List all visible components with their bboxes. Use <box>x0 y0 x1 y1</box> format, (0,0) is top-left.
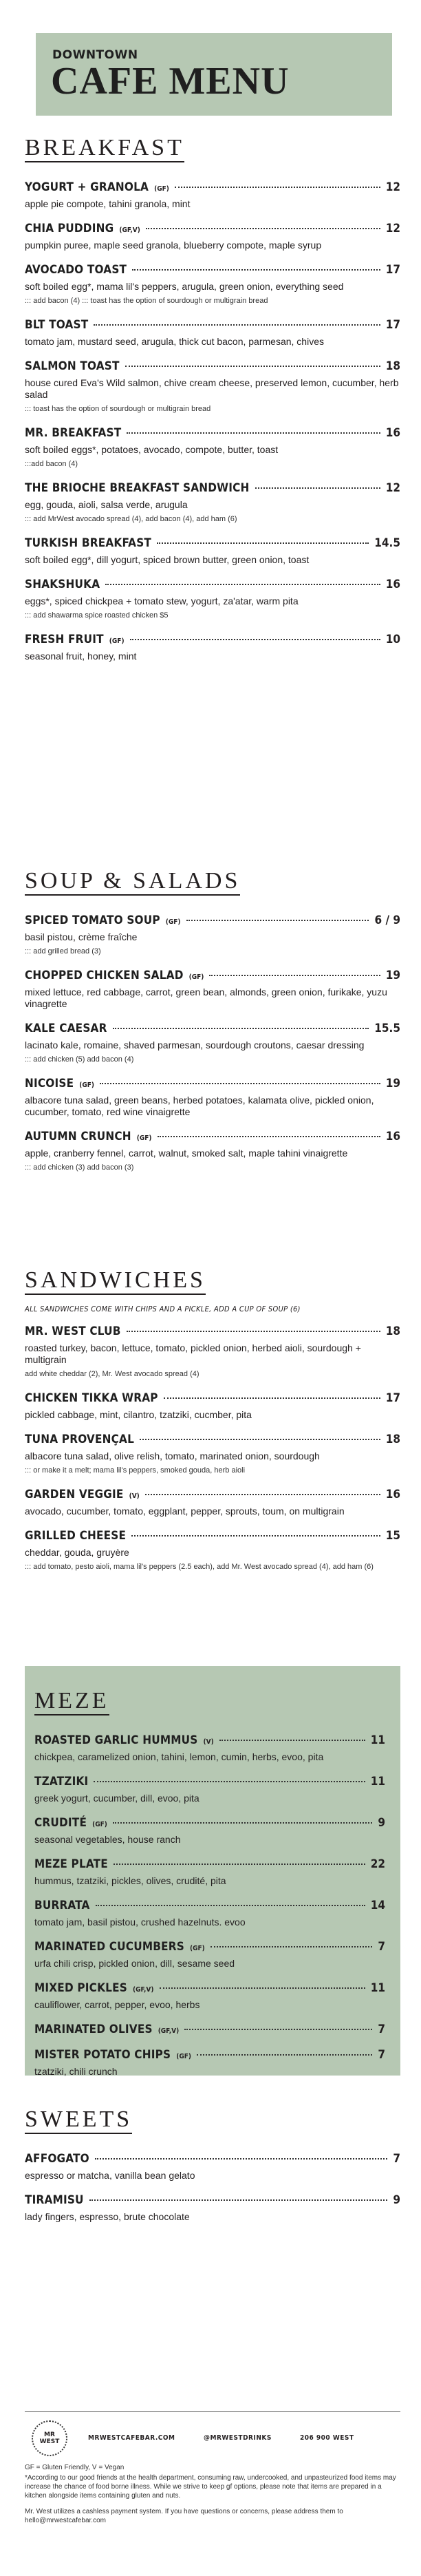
dot-leader <box>184 2029 372 2030</box>
diet-tag: (GF) <box>165 918 181 926</box>
diet-tag: (V) <box>203 1738 214 1746</box>
item-description: mixed lettuce, red cabbage, carrot, green bean, almonds, green onion, furikake, yuzu vinagrette <box>25 986 387 1009</box>
dot-leader <box>210 1946 373 1947</box>
menu-item <box>25 180 400 210</box>
item-name: SPICED TOMATO SOUP <box>25 914 160 927</box>
dot-leader <box>89 2199 388 2201</box>
section-title: BREAKFAST <box>25 136 184 162</box>
dot-leader <box>113 1028 369 1029</box>
dot-leader <box>219 1740 365 1741</box>
item-description: basil pistou, crème fraîche <box>25 931 138 942</box>
dot-leader <box>197 2054 372 2056</box>
diet-tag: (GF) <box>79 1081 95 1089</box>
item-name: BURRATA <box>34 1899 90 1912</box>
section-note: ALL SANDWICHES COME WITH CHIPS AND A PICKLE, ADD A CUP OF SOUP (6) <box>25 1305 301 1313</box>
menu-item <box>25 1433 400 1476</box>
item-name: THE BRIOCHE BREAKFAST SANDWICH <box>25 481 250 495</box>
item-description: house cured Eva's Wild salmon, chive cream cheese, preserved lemon, cucumber, herb salad <box>25 377 399 400</box>
item-name: CHIA PUDDING <box>25 222 114 235</box>
soup-list <box>25 914 400 1173</box>
dot-leader <box>96 1905 365 1906</box>
item-name: FRESH FRUIT <box>25 633 104 646</box>
item-name: MEZE PLATE <box>34 1857 108 1871</box>
item-description: soft boiled eggs*, potatoes, avocado, compote, butter, toast <box>25 444 279 455</box>
item-price: 19 <box>385 969 400 982</box>
menu-item <box>25 318 400 348</box>
dot-leader <box>127 1331 380 1332</box>
menu-item <box>25 578 400 621</box>
menu-item <box>25 1324 400 1380</box>
item-name: GRILLED CHEESE <box>25 1529 127 1543</box>
item-addon-note: ::: add tomato, pesto aioli, mama lil's peppers (2.5 each), add Mr. West avocado spread (4), add ham (6) <box>25 1563 374 1571</box>
item-description: roasted turkey, bacon, lettuce, tomato, pickled onion, herbed aioli, sourdough + multigrain <box>25 1342 361 1365</box>
menu-item <box>25 536 400 566</box>
website-link[interactable]: MRWESTCAFEBAR.COM <box>88 2434 175 2442</box>
item-description: cauliflower, carrot, pepper, evoo, herbs <box>34 1999 200 2010</box>
item-name: MIXED PICKLES <box>34 1981 127 1995</box>
menu-item <box>25 1529 400 1572</box>
menu-item <box>34 1816 385 1846</box>
item-name: AUTUMN CRUNCH <box>25 1130 131 1143</box>
menu-item <box>34 1733 385 1763</box>
item-name: CRUDITÉ <box>34 1816 87 1830</box>
dot-leader <box>131 1535 380 1537</box>
item-name: MR. BREAKFAST <box>25 426 122 440</box>
item-name: GARDEN VEGGIE <box>25 1488 124 1501</box>
menu-footer <box>25 2411 400 2525</box>
cashless-notice: Mr. West utilizes a cashless payment system. If you have questions or concerns, please address them to hello@mrwestcafebar.com <box>25 2508 343 2524</box>
item-description: pickled cabbage, mint, cilantro, tzatziki, cucmber, pita <box>25 1409 252 1420</box>
diet-tag: (GF) <box>109 637 125 645</box>
sweets-list <box>25 2152 400 2223</box>
item-description: tzatziki, chili crunch <box>34 2066 118 2077</box>
item-name: MARINATED OLIVES <box>34 2023 153 2036</box>
dot-leader <box>130 639 380 640</box>
item-name: TZATZIKI <box>34 1775 89 1788</box>
diet-tag: (GF) <box>189 1945 205 1952</box>
item-price: 17 <box>385 1391 400 1405</box>
item-price: 11 <box>370 1733 385 1747</box>
diet-tag: (GF) <box>92 1821 107 1828</box>
dot-leader <box>175 187 380 188</box>
menu-item <box>25 1391 400 1421</box>
item-price: 7 <box>378 2023 385 2036</box>
item-price: 10 <box>385 633 400 646</box>
item-price: 16 <box>385 1488 400 1501</box>
menu-item <box>25 914 400 957</box>
dot-leader <box>158 1136 380 1137</box>
item-name: CHICKEN TIKKA WRAP <box>25 1391 158 1405</box>
header-title: CAFE MENU <box>51 60 290 103</box>
menu-item <box>25 426 400 469</box>
dot-leader <box>95 2158 388 2160</box>
item-addon-note: add white cheddar (2), Mr. West avocado spread (4) <box>25 1370 199 1378</box>
item-description: apple, cranberry fennel, carrot, walnut, smoked salt, maple tahini vinaigrette <box>25 1148 348 1159</box>
item-price: 12 <box>385 481 400 495</box>
meze-panel <box>25 1666 400 2076</box>
menu-item <box>25 969 400 1010</box>
dot-leader <box>114 1864 365 1865</box>
item-name: MARINATED CUCUMBERS <box>34 1940 184 1954</box>
item-price: 16 <box>385 578 400 591</box>
section-title: MEZE <box>34 1689 109 1715</box>
item-price: 11 <box>370 1981 385 1995</box>
item-price: 17 <box>385 263 400 277</box>
menu-item <box>25 1488 400 1517</box>
sweets-section <box>25 2108 400 2235</box>
dot-leader <box>125 366 380 367</box>
item-price: 19 <box>385 1077 400 1090</box>
item-name: SALMON TOAST <box>25 359 120 373</box>
menu-item <box>25 2193 400 2223</box>
menu-item <box>25 1130 400 1173</box>
item-price: 14 <box>370 1899 385 1912</box>
dot-leader <box>113 1822 372 1824</box>
item-description: chickpea, caramelized onion, tahini, lemon, cumin, herbs, evoo, pita <box>34 1751 324 1762</box>
item-description: cheddar, gouda, gruyère <box>25 1547 129 1558</box>
item-description: seasonal fruit, honey, mint <box>25 651 137 662</box>
item-price: 9 <box>393 2193 400 2207</box>
menu-item <box>25 2152 400 2182</box>
item-price: 7 <box>378 2048 385 2062</box>
item-price: 17 <box>385 318 400 332</box>
item-description: soft boiled egg*, mama lil's peppers, arugula, green onion, everything seed <box>25 281 344 292</box>
item-description: lady fingers, espresso, brute chocolate <box>25 2211 190 2222</box>
item-name: TIRAMISU <box>25 2193 84 2207</box>
menu-item <box>34 1775 385 1804</box>
section-title: SOUP & SALADS <box>25 869 240 896</box>
diet-tag: (GF) <box>154 185 169 193</box>
item-name: ROASTED GARLIC HUMMUS <box>34 1733 198 1747</box>
instagram-handle[interactable]: @MRWESTDRINKS <box>204 2434 272 2442</box>
item-price: 22 <box>370 1857 385 1871</box>
item-price: 7 <box>393 2152 400 2166</box>
item-description: tomato jam, basil pistou, crushed hazelnuts. evoo <box>34 1917 246 1928</box>
dot-leader <box>140 1439 380 1440</box>
item-name: TUNA PROVENÇAL <box>25 1433 135 1446</box>
item-addon-note: ::: add shawarma spice roasted chicken $5 <box>25 611 169 620</box>
item-name: AVOCADO TOAST <box>25 263 127 277</box>
item-price: 18 <box>385 1433 400 1446</box>
item-name: BLT TOAST <box>25 318 89 332</box>
item-name: YOGURT + GRANOLA <box>25 180 149 194</box>
item-name: SHAKSHUKA <box>25 578 100 591</box>
item-addon-note: :::add bacon (4) <box>25 460 78 468</box>
item-name: MISTER POTATO CHIPS <box>34 2048 171 2062</box>
soup-salads-section <box>25 869 400 1185</box>
item-price: 9 <box>378 1816 385 1830</box>
menu-item <box>25 222 400 251</box>
item-description: urfa chili crisp, pickled onion, dill, sesame seed <box>34 1958 235 1969</box>
item-price: 18 <box>385 359 400 373</box>
meze-list <box>34 1733 385 2078</box>
section-title: SWEETS <box>25 2108 132 2134</box>
item-name: KALE CAESAR <box>25 1022 107 1035</box>
item-description: tomato jam, mustard seed, arugula, thick cut bacon, parmesan, chives <box>25 336 324 347</box>
dot-leader <box>164 1397 380 1399</box>
menu-item <box>34 2048 385 2078</box>
item-addon-note: ::: or make it a melt; mama lil's peppers, smoked gouda, herb aioli <box>25 1466 246 1475</box>
item-addon-note: ::: add chicken (5) add bacon (4) <box>25 1055 134 1064</box>
menu-item <box>34 1857 385 1887</box>
sandwiches-list <box>25 1324 400 1572</box>
sandwiches-section <box>25 1269 400 1584</box>
item-description: seasonal vegetables, house ranch <box>34 1834 181 1845</box>
menu-item <box>25 633 400 662</box>
diet-tag: (V) <box>129 1492 140 1500</box>
dot-leader <box>94 324 380 326</box>
item-addon-note: ::: add bacon (4) ::: toast has the option of sourdough or multigrain bread <box>25 297 268 305</box>
item-description: greek yogurt, cucumber, dill, evoo, pita <box>34 1793 199 1804</box>
menu-item <box>25 1077 400 1118</box>
item-price: 18 <box>385 1324 400 1338</box>
health-disclaimer: *According to our good friends at the health department, consuming raw, undercooked, and unpasteurized food items may increase the chance of food borne illness. While we strive to keep gf options, please note that items are prepared in a kitchen alongside items containing gluten and nuts. <box>25 2474 396 2500</box>
item-addon-note: ::: add chicken (3) add bacon (3) <box>25 1163 134 1172</box>
dot-leader <box>127 432 380 434</box>
diet-tag: (GF,V) <box>132 1986 154 1994</box>
item-description: albacore tuna salad, green beans, herbed potatoes, kalamata olive, pickled onion, cucumber, tomato, red wine vinaigrette <box>25 1095 374 1117</box>
diet-tag: (GF) <box>136 1134 152 1142</box>
item-price: 11 <box>370 1775 385 1788</box>
mr-west-logo <box>32 2420 67 2456</box>
dot-leader <box>100 1083 380 1084</box>
menu-item <box>25 359 400 414</box>
item-name: TURKISH BREAKFAST <box>25 536 152 550</box>
item-description: apple pie compote, tahini granola, mint <box>25 198 191 209</box>
diet-tag: (GF) <box>188 973 204 981</box>
breakfast-list <box>25 180 400 662</box>
item-addon-note: ::: add grilled bread (3) <box>25 947 101 956</box>
address: 206 900 WEST <box>300 2434 354 2442</box>
menu-item <box>25 263 400 306</box>
item-name: AFFOGATO <box>25 2152 89 2166</box>
dot-leader <box>209 975 380 976</box>
diet-tag: (GF,V) <box>119 226 140 234</box>
item-name: CHOPPED CHICKEN SALAD <box>25 969 184 982</box>
section-title: SANDWICHES <box>25 1269 206 1295</box>
item-name: NICOISE <box>25 1077 74 1090</box>
header-subtitle: DOWNTOWN <box>52 48 138 62</box>
menu-item <box>34 1981 385 2011</box>
item-description: albacore tuna salad, olive relish, tomato, marinated onion, sourdough <box>25 1450 320 1461</box>
menu-item <box>25 1022 400 1065</box>
item-price: 16 <box>385 426 400 440</box>
item-price: 15.5 <box>374 1022 400 1035</box>
dot-leader <box>94 1781 365 1782</box>
menu-item <box>34 2023 385 2036</box>
dot-leader <box>255 487 380 489</box>
dietary-legend: GF = Gluten Friendly, V = Vegan <box>25 2464 125 2471</box>
item-price: 12 <box>385 180 400 194</box>
menu-item <box>34 1899 385 1928</box>
item-addon-note: ::: toast has the option of sourdough or multigrain bread <box>25 405 211 413</box>
dot-leader <box>146 228 380 229</box>
dot-leader <box>105 584 380 585</box>
dot-leader <box>186 920 369 921</box>
menu-item <box>25 481 400 525</box>
item-price: 7 <box>378 1940 385 1954</box>
item-description: avocado, cucumber, tomato, eggplant, pepper, sprouts, toum, on multigrain <box>25 1506 345 1517</box>
item-price: 6 / 9 <box>374 914 400 927</box>
dot-leader <box>160 1987 365 1989</box>
item-addon-note: ::: add MrWest avocado spread (4), add bacon (4), add ham (6) <box>25 515 237 523</box>
breakfast-section <box>25 136 400 674</box>
item-price: 12 <box>385 222 400 235</box>
item-description: eggs*, spiced chickpea + tomato stew, yogurt, za'atar, warm pita <box>25 595 299 606</box>
dot-leader <box>157 542 369 544</box>
item-description: hummus, tzatziki, pickles, olives, crudité, pita <box>34 1875 226 1886</box>
item-price: 15 <box>385 1529 400 1543</box>
diet-tag: (GF,V) <box>158 2027 180 2035</box>
item-price: 16 <box>385 1130 400 1143</box>
item-description: lacinato kale, romaine, shaved parmesan, sourdough croutons, caesar dressing <box>25 1039 365 1051</box>
item-description: espresso or matcha, vanilla bean gelato <box>25 2170 195 2181</box>
dot-leader <box>132 269 380 271</box>
menu-header <box>36 33 392 116</box>
diet-tag: (GF) <box>176 2053 191 2060</box>
item-price: 14.5 <box>374 536 400 550</box>
item-name: MR. WEST CLUB <box>25 1324 121 1338</box>
dot-leader <box>145 1494 380 1495</box>
menu-item <box>34 1940 385 1970</box>
logo-text-top: MR <box>44 2431 55 2438</box>
item-description: pumpkin puree, maple seed granola, blueberry compote, maple syrup <box>25 240 322 251</box>
item-description: egg, gouda, aioli, salsa verde, arugula <box>25 499 188 510</box>
item-description: soft boiled egg*, dill yogurt, spiced brown butter, green onion, toast <box>25 554 310 565</box>
logo-text-bottom: WEST <box>39 2438 60 2445</box>
